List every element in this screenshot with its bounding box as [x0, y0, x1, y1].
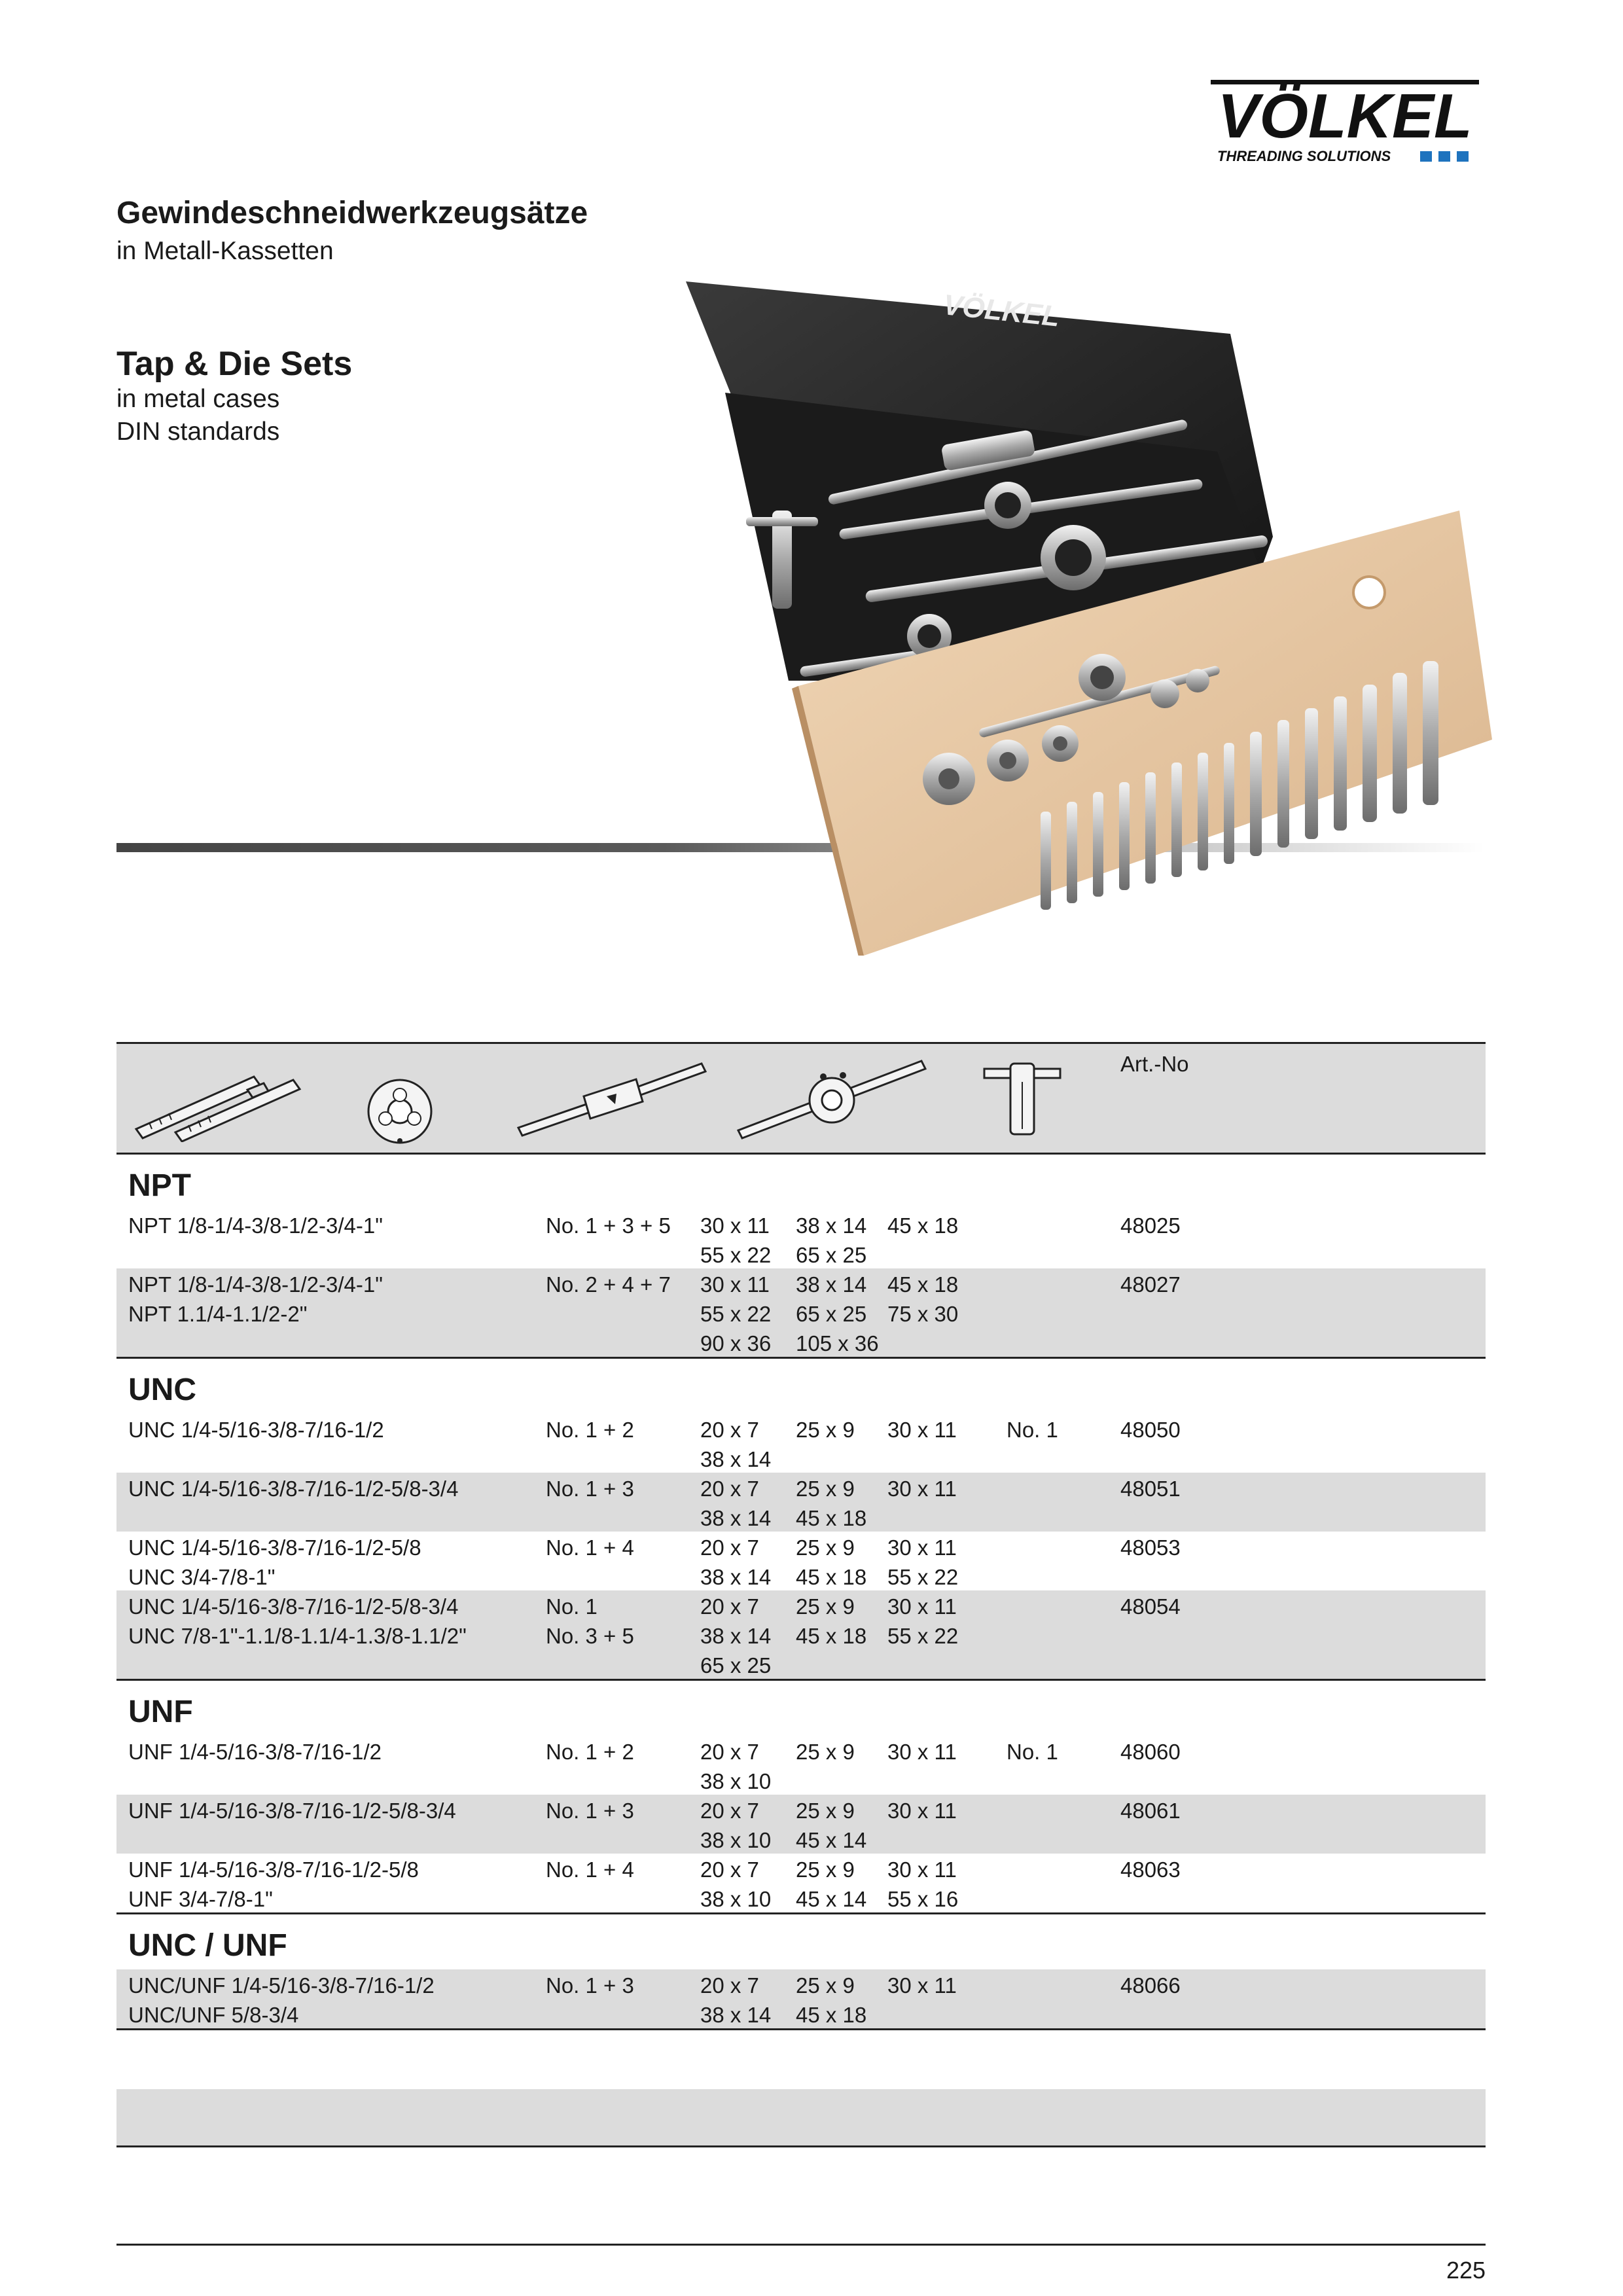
cell-d1: 38 x 14 — [700, 1506, 772, 1530]
cell-d2: 38 x 14 — [796, 1213, 867, 1238]
cell-name: UNF 1/4-5/16-3/8-7/16-1/2-5/8 — [128, 1857, 419, 1882]
cell-d1: 38 x 14 — [700, 1447, 772, 1471]
cell-d1: 55 x 22 — [700, 1302, 772, 1326]
cell-name: UNF 3/4-7/8-1" — [128, 1887, 273, 1911]
cell-art: 48050 — [1120, 1418, 1181, 1442]
table-row — [116, 1473, 1486, 1532]
row-line — [116, 1590, 1486, 1620]
cell-no: No. 3 + 5 — [546, 1624, 634, 1648]
row-line — [116, 1854, 1486, 1883]
row-line — [116, 1736, 1486, 1765]
cell-no: No. 1 + 3 — [546, 1799, 634, 1823]
cell-art: 48027 — [1120, 1272, 1181, 1297]
section-title: NPT — [128, 1168, 191, 1203]
cell-d1: 30 x 11 — [700, 1213, 770, 1238]
artno-header: Art.-No — [1120, 1052, 1189, 1076]
table-row — [116, 1268, 1486, 1357]
cell-name: UNC/UNF 1/4-5/16-3/8-7/16-1/2 — [128, 1973, 435, 1998]
table-section — [116, 1681, 1486, 1914]
cell-d2: 25 x 9 — [796, 1594, 855, 1619]
die-icon — [364, 1075, 436, 1151]
cell-d1: 20 x 7 — [700, 1594, 759, 1619]
table-row — [116, 1414, 1486, 1473]
table-section — [116, 1155, 1486, 1359]
table-row — [116, 1736, 1486, 1795]
page-subtitle-de: in Metall-Kassetten — [116, 237, 334, 265]
empty-row — [116, 2089, 1486, 2147]
cell-d2: 25 x 9 — [796, 1740, 855, 1764]
cell-d3: 55 x 22 — [887, 1565, 959, 1589]
tap-wrench-icon — [512, 1050, 708, 1145]
cell-d2: 45 x 18 — [796, 1624, 867, 1648]
cell-d1: 38 x 14 — [700, 2003, 772, 2027]
cell-d1: 20 x 7 — [700, 1477, 759, 1501]
cell-art: 48060 — [1120, 1740, 1181, 1764]
brand-name: VÖLKEL — [1217, 81, 1472, 151]
table-section — [116, 1914, 1486, 2030]
section-title: UNC / UNF — [128, 1928, 287, 1963]
cell-d2: 65 x 25 — [796, 1243, 867, 1267]
cell-d3: 55 x 16 — [887, 1887, 959, 1911]
page-number: 225 — [1446, 2257, 1486, 2284]
page-title-de: Gewindeschneidwerkzeugsätze — [116, 196, 588, 230]
row-line — [116, 1473, 1486, 1502]
cell-no: No. 1 + 2 — [546, 1740, 634, 1764]
die-stock-icon — [732, 1050, 928, 1145]
cell-name: UNC 1/4-5/16-3/8-7/16-1/2-5/8-3/4 — [128, 1477, 459, 1501]
brand-tagline: THREADING SOLUTIONS — [1217, 148, 1391, 164]
row-line — [116, 1210, 1486, 1239]
table-row — [116, 1854, 1486, 1912]
cell-name: UNC 1/4-5/16-3/8-7/16-1/2-5/8 — [128, 1535, 421, 1560]
cell-d3: 45 x 18 — [887, 1213, 959, 1238]
row-line — [116, 1414, 1486, 1443]
section-title: UNC — [128, 1372, 196, 1407]
row-line — [116, 1620, 1486, 1649]
cell-art: 48025 — [1120, 1213, 1181, 1238]
table-row — [116, 1969, 1486, 2028]
cell-name: UNC 1/4-5/16-3/8-7/16-1/2-5/8-3/4 — [128, 1594, 459, 1619]
cell-d1: 55 x 22 — [700, 1243, 772, 1267]
taps-icon — [130, 1057, 326, 1145]
cell-d3: 30 x 11 — [887, 1418, 957, 1442]
cell-d2: 105 x 36 — [796, 1331, 879, 1355]
cell-d2: 25 x 9 — [796, 1477, 855, 1501]
cell-d2: 25 x 9 — [796, 1857, 855, 1882]
row-line — [116, 1298, 1486, 1327]
cell-d1: 38 x 10 — [700, 1828, 772, 1852]
cell-no: No. 1 + 3 — [546, 1973, 634, 1998]
cell-no: No. 1 + 4 — [546, 1857, 634, 1882]
cell-d3: 75 x 30 — [887, 1302, 959, 1326]
cell-art: 48051 — [1120, 1477, 1181, 1501]
cell-d2: 25 x 9 — [796, 1799, 855, 1823]
row-line — [116, 1969, 1486, 1999]
cell-d2: 25 x 9 — [796, 1418, 855, 1442]
cell-d2: 38 x 14 — [796, 1272, 867, 1297]
section-title: UNF — [128, 1695, 193, 1729]
row-line — [116, 1999, 1486, 2028]
cell-d2: 45 x 14 — [796, 1828, 867, 1852]
cell-d3: 30 x 11 — [887, 1477, 957, 1501]
cell-art: 48054 — [1120, 1594, 1181, 1619]
cell-d2: 45 x 18 — [796, 1506, 867, 1530]
case-logo: VÖLKEL — [941, 289, 1061, 333]
cell-d1: 20 x 7 — [700, 1973, 759, 1998]
cell-d2: 45 x 18 — [796, 2003, 867, 2027]
cell-d1: 20 x 7 — [700, 1857, 759, 1882]
row-line — [116, 1443, 1486, 1473]
cell-d1: 38 x 14 — [700, 1624, 772, 1648]
cell-name: NPT 1.1/4-1.1/2-2" — [128, 1302, 308, 1326]
cell-d2: 45 x 14 — [796, 1887, 867, 1911]
cell-d1: 20 x 7 — [700, 1740, 759, 1764]
row-line — [116, 1883, 1486, 1912]
row-line — [116, 1824, 1486, 1854]
cell-d1: 90 x 36 — [700, 1331, 772, 1355]
cell-d3: 30 x 11 — [887, 1973, 957, 1998]
page-subtitle-en-2: DIN standards — [116, 418, 280, 446]
cell-d3: 30 x 11 — [887, 1594, 957, 1619]
cell-name: UNF 1/4-5/16-3/8-7/16-1/2-5/8-3/4 — [128, 1799, 456, 1823]
row-line — [116, 1268, 1486, 1298]
row-line — [116, 1765, 1486, 1795]
cell-no: No. 1 + 3 — [546, 1477, 634, 1501]
cell-name: UNC 7/8-1"-1.1/8-1.1/4-1.3/8-1.1/2" — [128, 1624, 467, 1648]
cell-no: No. 1 + 4 — [546, 1535, 634, 1560]
row-line — [116, 1502, 1486, 1532]
footer-rule — [116, 2244, 1486, 2246]
table-row — [116, 1532, 1486, 1590]
cell-name: UNC/UNF 5/8-3/4 — [128, 2003, 299, 2027]
brand-logo — [1198, 77, 1486, 169]
cell-d3: 30 x 11 — [887, 1740, 957, 1764]
row-line — [116, 1649, 1486, 1679]
cell-d1: 65 x 25 — [700, 1653, 772, 1677]
cell-no: No. 1 + 2 — [546, 1418, 634, 1442]
page-title-en: Tap & Die Sets — [116, 345, 353, 383]
cell-name: NPT 1/8-1/4-3/8-1/2-3/4-1" — [128, 1272, 383, 1297]
cell-d3: 55 x 22 — [887, 1624, 959, 1648]
cell-d1: 38 x 10 — [700, 1769, 772, 1793]
cell-no: No. 1 + 3 + 5 — [546, 1213, 671, 1238]
table-row — [116, 1590, 1486, 1679]
product-table — [116, 1042, 1486, 2147]
cell-name: UNF 1/4-5/16-3/8-7/16-1/2 — [128, 1740, 382, 1764]
cell-d1: 30 x 11 — [700, 1272, 770, 1297]
cell-d3: 45 x 18 — [887, 1272, 959, 1297]
cell-d3: 30 x 11 — [887, 1799, 957, 1823]
cell-tw: No. 1 — [1007, 1418, 1058, 1442]
table-section — [116, 1359, 1486, 1681]
cell-name: UNC 1/4-5/16-3/8-7/16-1/2 — [128, 1418, 384, 1442]
t-handle-wrench-icon — [980, 1056, 1065, 1144]
cell-art: 48066 — [1120, 1973, 1181, 1998]
row-line — [116, 1561, 1486, 1590]
page-subtitle-en-1: in metal cases — [116, 385, 280, 413]
cell-name: UNC 3/4-7/8-1" — [128, 1565, 276, 1589]
cell-art: 48063 — [1120, 1857, 1181, 1882]
cell-d3: 30 x 11 — [887, 1857, 957, 1882]
cell-name: NPT 1/8-1/4-3/8-1/2-3/4-1" — [128, 1213, 383, 1238]
cell-art: 48061 — [1120, 1799, 1181, 1823]
cell-d3: 30 x 11 — [887, 1535, 957, 1560]
table-header — [116, 1042, 1486, 1155]
table-row — [116, 1795, 1486, 1854]
cell-d1: 20 x 7 — [700, 1535, 759, 1560]
cell-art: 48053 — [1120, 1535, 1181, 1560]
cell-d2: 45 x 18 — [796, 1565, 867, 1589]
cell-d2: 25 x 9 — [796, 1973, 855, 1998]
cell-d1: 20 x 7 — [700, 1418, 759, 1442]
cell-d2: 65 x 25 — [796, 1302, 867, 1326]
cell-no: No. 2 + 4 + 7 — [546, 1272, 671, 1297]
cell-d2: 25 x 9 — [796, 1535, 855, 1560]
product-photo — [668, 262, 1518, 956]
cell-d1: 38 x 10 — [700, 1887, 772, 1911]
table-row — [116, 1210, 1486, 1268]
cell-tw: No. 1 — [1007, 1740, 1058, 1764]
cell-d1: 38 x 14 — [700, 1565, 772, 1589]
row-line — [116, 1532, 1486, 1561]
row-line — [116, 1795, 1486, 1824]
row-line — [116, 1327, 1486, 1357]
cell-no: No. 1 — [546, 1594, 597, 1619]
cell-d1: 20 x 7 — [700, 1799, 759, 1823]
row-line — [116, 1239, 1486, 1268]
